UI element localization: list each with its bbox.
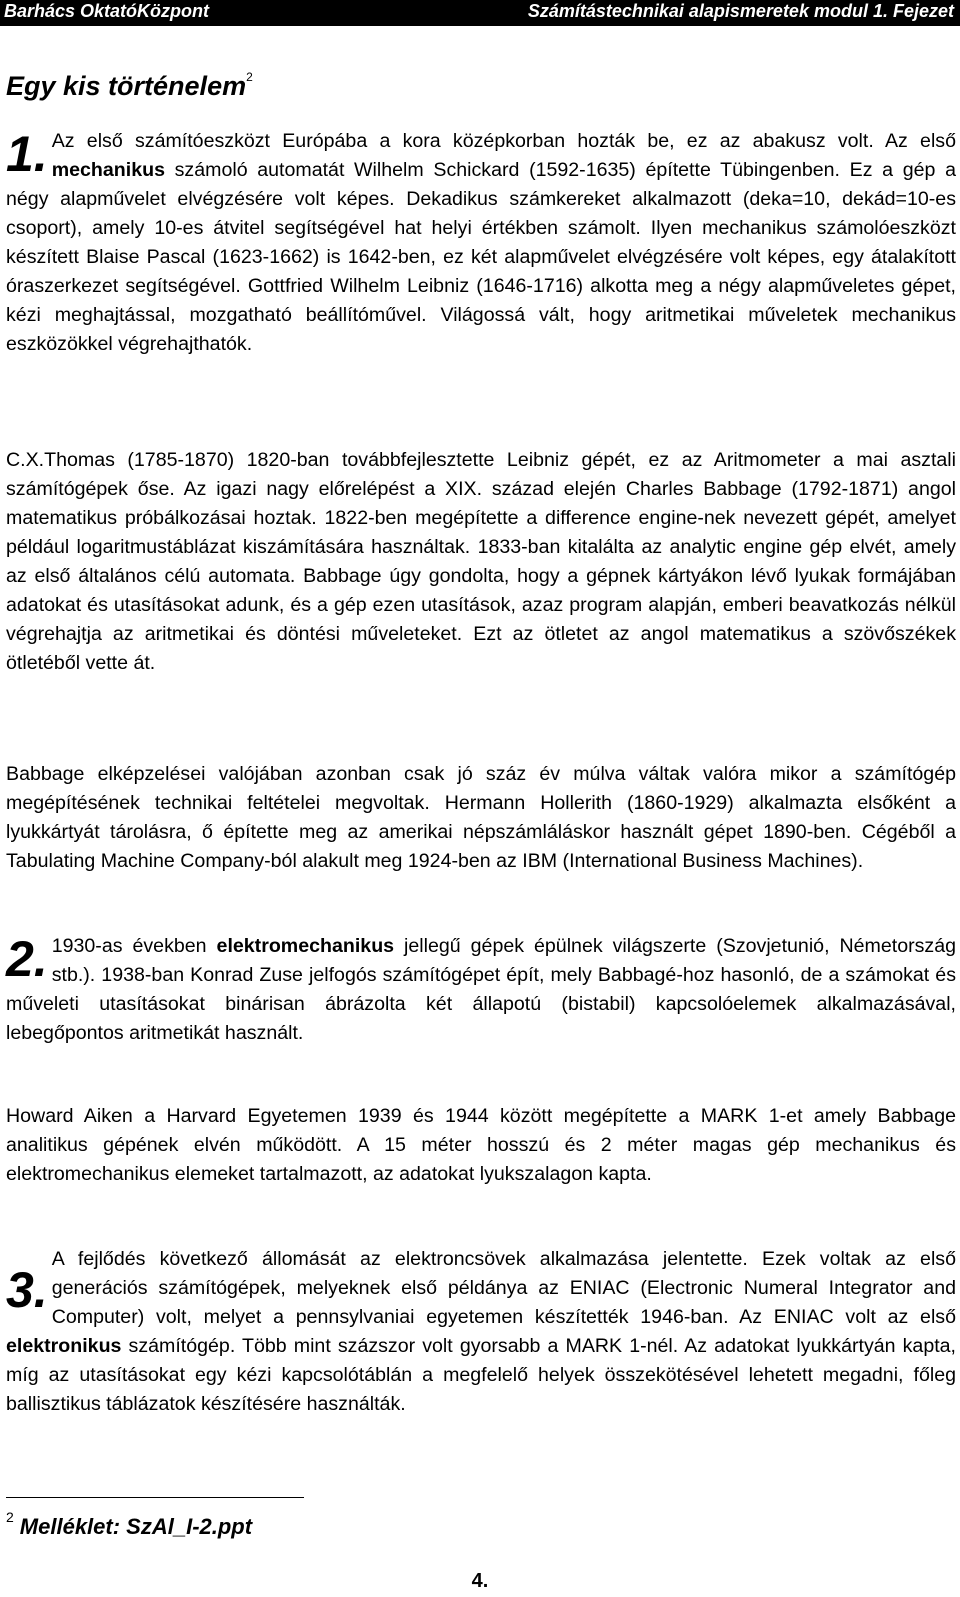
s3p1-text-b: számítógép. Több mint százszor volt gyorsabb a MARK 1-nél. Az adatokat lyukkártyán kapta, míg az utasításokat egy kézi kapcsolótáblán a megfelelő helyek összekötésével lehetett megadni, főleg ballisztikus táblázatok készítésére használták.: [6, 1335, 956, 1415]
section-1-paragraph-2: C.X.Thomas (1785-1870) 1820-ban továbbfejlesztette Leibniz gépét, ez az Aritmometer a mai asztali számítógépek őse. Az igazi nagy előrelépést a XIX. század elején Charles Babbage (1792-1871) angol matematikus próbálkozásai hoztak. 1822-ben megépítette a difference engine-nek nevezett gépét, amelyet például logaritmustáblázat kiszámítására használtak. 1833-ban kitalálta az analytic engine gép elvét, amely az első általános célú automata. Babbage úgy gondolta, hogy a gépnek kártyákon lévő lyukak formájában adatokat és utasításokat adunk, és a gép ezen utasítások, azaz program alapján, emberi beavatkozás nélkül végrehajtja az aritmetikai és döntési műveleteket. Ezt az ötletet az angol matematikus a szövőszékek ötletéből vette át.: [6, 449, 956, 674]
page-header: [0, 0, 960, 26]
page-title: [6, 70, 253, 102]
footnote-marker: 2: [6, 1509, 14, 1525]
section-2-paragraph-2: Howard Aiken a Harvard Egyetemen 1939 és 1944 között megépítette a MARK 1-et amely Babbage analitikus gépének elvén működött. A 15 méter hosszú és 2 méter magas gép mechanikus és elektromechanikus elemeket tartalmazott, az adatokat lyukszalagon kapta.: [6, 1105, 956, 1185]
title-text: Egy kis történelem: [6, 71, 247, 101]
s2p1-bold: elektromechanikus: [216, 935, 395, 957]
section-1-paragraph-1: [6, 127, 956, 359]
title-footnote-ref: 2: [246, 70, 253, 84]
header-left-text: Barhács OktatóKözpont: [4, 1, 210, 21]
section-1-paragraph-3: Babbage elképzelései valójában azonban csak jó száz év múlva váltak valóra mikor a számítógép megépítésének technikai feltételei megvoltak. Hermann Hollerith (1860-1929) alkalmazta elsőként a lyukkártyát tárolásra, ő építette meg az amerikai népszámláláskor használt gépet 1890-ben. Cégéből a Tabulating Machine Company-ból alakult meg 1924-ben az IBM (International Business Machines).: [6, 763, 956, 872]
s3p1-text-a: A fejlődés következő állomását az elektroncsövek alkalmazása jelentette. Ezek voltak az első generációs számítógépek, melyeknek első példánya az ENIAC (Electronic Numeral Integrator and Computer) volt, melyet a pennsylvaniai egyetemen készítették 1946-ban. Az ENIAC volt az első: [51, 1248, 956, 1328]
s1p1-text-b: számoló automatát Wilhelm Schickard (1592-1635) építette Tübingenben. Ez a gép a négy alapművelet elvégzésére volt képes. Dekadikus számkereket alkalmazott (deka=10, dekád=10-es csoport), amely 10-es átvitel segítségével hat helyi értékben számolt. Ilyen mechanikus számolóeszközt készített Blaise Pascal (1623-1662) is 1642-ben, ez két alapművelet elvégzésére volt képes, egy átalakított óraszerkezet segítségével. Gottfried Wilhelm Leibniz (1646-1716) alkotta meg a négy alapműveletes gépet, kézi meghajtással, mozgatható beállítóművel. Világossá vált, hogy aritmetikai műveletek mechanikus eszközökkel végrehajthatók.: [6, 159, 956, 355]
s2p1-text-a: 1930-as években: [51, 935, 217, 957]
s2p1-text-b: jellegű gépek épülnek világszerte (Szovjetunió, Németország stb.). 1938-ban Konrad Zuse jelfogós számítógépet épít, mely Babbagé-hoz hasonló, de a számokat és műveleti utasításokat binárisan ábrázolta két állapotú (bistabil) kapcsolóelemek alkalmazásával, lebegőpontos aritmetikát használt.: [6, 935, 956, 1044]
footnote-text: Melléklet: SzAl_I-2.ppt: [19, 1514, 253, 1539]
footnote: [6, 1509, 252, 1540]
section-1-number: 1.: [6, 126, 48, 182]
section-3-paragraph-1: [6, 1245, 956, 1419]
section-2-number: 2.: [6, 931, 48, 987]
s1p1-text-a: Az első számítóeszközt Európába a kora középkorban hozták be, ez az abakusz volt. Az első: [51, 130, 956, 152]
footnote-divider: [6, 1497, 304, 1498]
s3p1-bold: elektronikus: [6, 1335, 122, 1357]
header-right-text: Számítástechnikai alapismeretek modul 1. Fejezet: [527, 1, 954, 21]
page-number: 4.: [471, 1570, 489, 1592]
section-2-paragraph-1: [6, 932, 956, 1048]
s1p1-bold: mechanikus: [51, 159, 165, 181]
section-3-number: 3.: [6, 1262, 48, 1318]
